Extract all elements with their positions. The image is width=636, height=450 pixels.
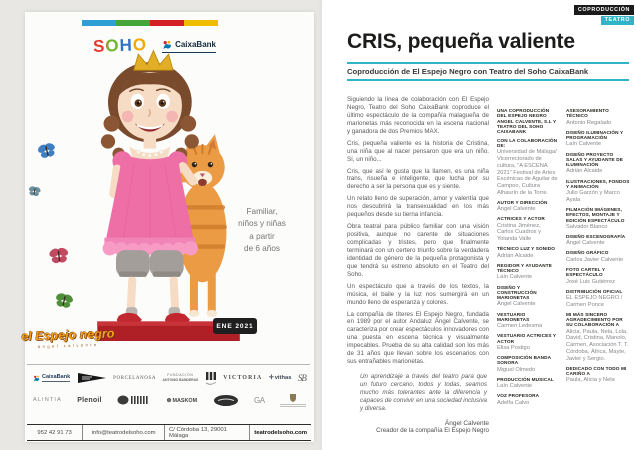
credit-entry <box>497 312 558 330</box>
credit-entry <box>497 355 558 373</box>
credit-role-label: DISEÑO GRÁFICO <box>566 250 609 256</box>
show-subtitle: Coproducción de El Espejo Negro con Teatro del Soho CaixaBank <box>347 67 589 76</box>
credit-role-label: FOTO CARTEL Y ESPECTÁCULO <box>566 266 605 278</box>
soho-color-stripe <box>82 20 218 26</box>
audience-line: a partir <box>249 231 275 241</box>
signature-block <box>347 420 489 434</box>
sponsor-caixabank-label: CaixaBank <box>42 374 71 380</box>
sponsor-ga: GA <box>253 395 265 405</box>
company-wordmark-sub: ángel calvente <box>37 341 99 350</box>
credit-entry <box>497 138 558 197</box>
title-rule-bottom <box>347 79 629 81</box>
credit-entry <box>566 267 630 285</box>
credit-names: Alicia, Paula, Nela, Lola, David, Cristina, Manolo, Carmen, Asociación T. T. Córdoba, África, Mayte, Javier y Sergio. <box>566 328 629 362</box>
credit-entry <box>497 333 558 351</box>
crest-caption-lines <box>280 403 306 408</box>
soho-theatre-logo: SOHO <box>92 35 148 56</box>
credit-role-label: CON LA COLABORACIÓN DE: <box>497 137 558 149</box>
credit-entry <box>497 377 558 390</box>
fundacion-line1: FUNDACIÓN <box>167 373 194 378</box>
programme-page <box>322 0 636 450</box>
footer-address: C/ Córdoba 13, 29001 Málaga <box>164 425 249 440</box>
sponsor-maskom <box>167 397 198 404</box>
sponsor-plenoil: Plenoil <box>77 396 102 404</box>
credit-names: Salvador Blanco <box>566 223 608 230</box>
credit-names: Ángel Calvente <box>566 240 605 247</box>
credit-names: Elisa Postigo <box>497 344 530 351</box>
credit-names: Adelfa Calvo <box>497 399 530 406</box>
el-espejo-negro-logo <box>13 326 124 350</box>
sponsor-pennant-logo <box>77 371 107 385</box>
credit-entry <box>566 312 630 362</box>
vithas-label: vithas <box>274 375 292 381</box>
credit-entry <box>566 130 630 148</box>
credit-names: Ángel Calvente <box>497 301 536 308</box>
title-rule-top <box>347 62 629 64</box>
sponsor-fundacion-banderas <box>163 374 199 382</box>
credit-entry <box>497 216 558 242</box>
credit-role-label: ASESORAMIENTO TÉCNICO <box>566 108 609 119</box>
vithas-cross-icon: ✛ <box>268 375 274 381</box>
credit-names: Laín Calvente <box>497 383 533 390</box>
credit-entry <box>566 250 630 263</box>
credit-role-label: UNA COPRODUCCIÓN DEL ESPEJO NEGRO ANGEL CALVENTE, S.L Y TEATRO DEL SOHO CAIXABANK <box>497 108 557 135</box>
sponsor-caixabank <box>33 374 70 382</box>
credit-names: Cristina Jiménez, Carlos Cuadros y Yolanda Valle <box>497 222 541 243</box>
credit-names: Ángel Calvente <box>497 206 536 213</box>
credit-entry <box>497 246 558 259</box>
credit-names: Adrián Alcaide <box>497 252 534 259</box>
sponsor-oval-logo <box>213 394 239 407</box>
credit-names: EL ESPEJO NEGRO / Carmen Ponce <box>566 294 623 308</box>
credit-entry <box>497 200 558 213</box>
credit-role-label: FILMACIÓN IMÁGENES, EFECTOS, MONTAJE Y EDICIÓN ESPECTÁCULO <box>566 206 625 223</box>
credit-entry <box>566 289 630 309</box>
credit-entry <box>566 234 630 247</box>
footer-phone: 952 42 91 73 <box>37 429 72 436</box>
caixabank-wordmark: CaixaBank <box>175 40 216 49</box>
maskom-mark-icon: ⊛ <box>166 397 172 404</box>
stripe-green <box>116 20 150 26</box>
body-paragraph: Cris, pequeña valiente es la historia de Cristina, una niña que al nacer pensaron que era un niño. Sí, un niño... <box>347 139 489 163</box>
credit-names: Julio Garzón y Marco Ayala <box>566 190 620 203</box>
butterfly-blue-icon <box>34 138 61 165</box>
credit-role-label: DISEÑO ILUMINACIÓN Y PROGRAMACIÓN <box>566 129 624 141</box>
sponsor-stripes-logo <box>117 394 151 406</box>
credit-role-label: AUTOR Y DIRECCIÓN <box>497 199 548 205</box>
credit-names: Miguel Olmedo <box>497 366 536 373</box>
stripe-blue <box>82 20 116 26</box>
credit-role-label: REGIDOR Y AYUDANTE TÉCNICO <box>497 262 553 274</box>
sponsor-alintia: ALINTIA <box>33 397 62 403</box>
credit-names: José Luis Gutiérrez <box>566 278 615 285</box>
girl-puppet-illustration <box>101 51 199 325</box>
sponsor-sb-monogram: SB <box>297 373 306 383</box>
credit-role-label: VOZ PROFESORA <box>497 393 540 399</box>
credit-entry <box>497 285 558 309</box>
credit-role-label: DEDICADO CON TODO MI CARIÑO A <box>566 365 627 377</box>
sponsor-porcelanosa: PORCELANOSA <box>113 375 157 381</box>
stripe-red <box>150 20 184 26</box>
footer-email: info@teatrodelsoho.com <box>82 425 164 440</box>
fundacion-line2: ANTONIO BANDERAS <box>162 377 199 382</box>
credits-column-1 <box>497 108 558 410</box>
poster-page <box>21 12 314 442</box>
coproduction-badge: COPRODUCCIÓN <box>574 5 634 15</box>
credit-names: Carmen Ledesma <box>497 323 543 330</box>
teatro-badge: TEATRO <box>601 16 634 26</box>
show-title: CRIS, pequeña valiente <box>347 30 575 53</box>
butterfly-steel-icon <box>26 183 43 200</box>
company-wordmark: el Espejo negro <box>21 326 115 344</box>
caixabank-star-icon <box>33 375 40 382</box>
credit-entry <box>566 179 630 204</box>
audience-line: de 6 años <box>244 243 280 253</box>
audience-line: niños y niñas <box>238 219 286 229</box>
credit-role-label: TÉCNICO LUZ Y SONIDO <box>497 246 555 252</box>
credits-column-2 <box>566 108 630 388</box>
credit-role-label: PRODUCCIÓN MUSICAL <box>497 376 554 382</box>
sponsor-divider-line <box>27 364 310 365</box>
sponsor-vithas <box>269 375 292 381</box>
credit-role-label: MI MÁS SINCERO AGRADECIMIENTO POR SU COLABORACIÓN A <box>566 311 623 328</box>
sponsors-row-2 <box>33 392 306 408</box>
credit-role-label: COMPOSICIÓN BANDA SONORA <box>497 355 551 366</box>
body-paragraph: Obra teatral para público familiar con una visión positiva, aunque no carente de situaciones complicadas y tristes, pero que finalmente terminará con un certero triunfo sobre la verdadera identidad de género de la pequeña protagonista y que tendrá su estreno absoluto en el Teatro del Soho. <box>347 223 489 278</box>
sponsor-crest <box>280 393 306 408</box>
sponsor-victoria: VICTORIA <box>223 375 263 381</box>
date-badge: ENE 2021 <box>213 318 257 334</box>
corner-badges <box>574 5 634 25</box>
body-paragraph: Un relato lleno de superación, amor y valentía que nos descubrirá la transexualidad en los más pequeños desde su tierna infancia. <box>347 195 489 219</box>
audience-info <box>219 206 305 255</box>
credit-names: Antonio Regalado <box>566 119 612 126</box>
footer-website: teatrodelsoho.com <box>249 425 311 440</box>
credit-role-label: VESTUARIO ACTRICES Y ACTOR <box>497 333 557 344</box>
director-quote: Un aprendizaje a través del teatro para que un futuro cercano, todos y todas, seamos mucho más tolerantes ante la diferencia y capaces de convivir en una sociedad inclusiva y diversa. <box>360 373 487 413</box>
credit-names: Laín Calvente <box>497 274 533 281</box>
sponsor-bars-logo <box>205 371 217 386</box>
credit-role-label: ILUSTRACIONES, FONDOS Y ANIMACIÓN <box>566 178 630 189</box>
credit-names: Laín Calvente <box>566 141 602 148</box>
synopsis-column <box>347 96 489 434</box>
body-paragraph: La compañía de títeres El Espejo Negro, fundada en 1989 por el autor Andaluz Ángel Calvente, se caracteriza por crear espectáculos innovadores con una puesta en escena técnica y visualmente impecables. Prueba de su alta calidad son los más de 31 años que llevan sobre los escenarios con sus entrañables marionetas. <box>347 310 489 366</box>
synopsis-paragraphs <box>347 96 489 366</box>
credit-entry <box>566 152 630 176</box>
credit-role-label: ACTRICES Y ACTOR <box>497 216 545 222</box>
signature-role: Creador de la compañía El Espejo Negro <box>376 427 489 435</box>
credit-role-label: DISEÑO Y CONSTRUCCIÓN MARIONETAS <box>497 284 537 301</box>
credit-role-label: VESTUARIO MARIONETAS <box>497 311 530 322</box>
credit-names: Universidad de Málaga/ Vicerrectorado de cultura, "A ESCENA 2021" Festival de Artes Escénicas de Aguilar de Campoo, Cultura Alhaurín de la Torre. <box>497 149 558 196</box>
credit-role-label: DISTRIBUCIÓN OFICIAL <box>566 288 623 294</box>
stripe-yellow <box>184 20 218 26</box>
credit-entry <box>566 207 630 231</box>
credit-names: Adrián Alcaide <box>566 168 603 175</box>
sponsors-row-1 <box>33 370 306 386</box>
credit-entry <box>497 393 558 406</box>
credit-entry <box>497 108 558 134</box>
credit-role-label: DISEÑO ESCENOGRAFÍA <box>566 234 626 239</box>
credit-role-label: DISEÑO PROYECTO SALAS Y AYUDANTE DE ILUMINACIÓN <box>566 151 623 168</box>
signature-name: Ángel Calvente <box>444 420 489 428</box>
audience-line: Familiar, <box>246 207 278 216</box>
body-paragraph: Un espectáculo que a través de los textos, la música, el baile y la luz nos sumergirá en un mundo lleno de esperanza y colores. <box>347 282 489 306</box>
crest-shield-icon <box>289 393 297 402</box>
puppet-and-cat-illustration <box>67 36 263 352</box>
credit-entry <box>566 366 630 384</box>
credit-names: Carlos Javier Calvente <box>566 256 624 263</box>
credit-entry <box>566 108 630 126</box>
body-paragraph: Cris, que así le gusta que la llamen, es una niña trans, risueña e inteligente, que lucha por su derecho a ser la persona que es y siente. <box>347 167 489 191</box>
credit-entry <box>497 263 558 281</box>
body-paragraph: Siguiendo la línea de colaboración con El Espejo Negro, Teatro del Soho CaixaBank coproduce el último espectáculo de la compañía malagueña de marionetas más reconocida en la escena nacional y ganadora de dos Premios MAX. <box>347 96 489 135</box>
maskom-label: MASKOM <box>172 397 198 404</box>
contact-footer-bar <box>27 424 311 441</box>
credit-names: Paula, Alicia y Nela <box>566 377 615 384</box>
